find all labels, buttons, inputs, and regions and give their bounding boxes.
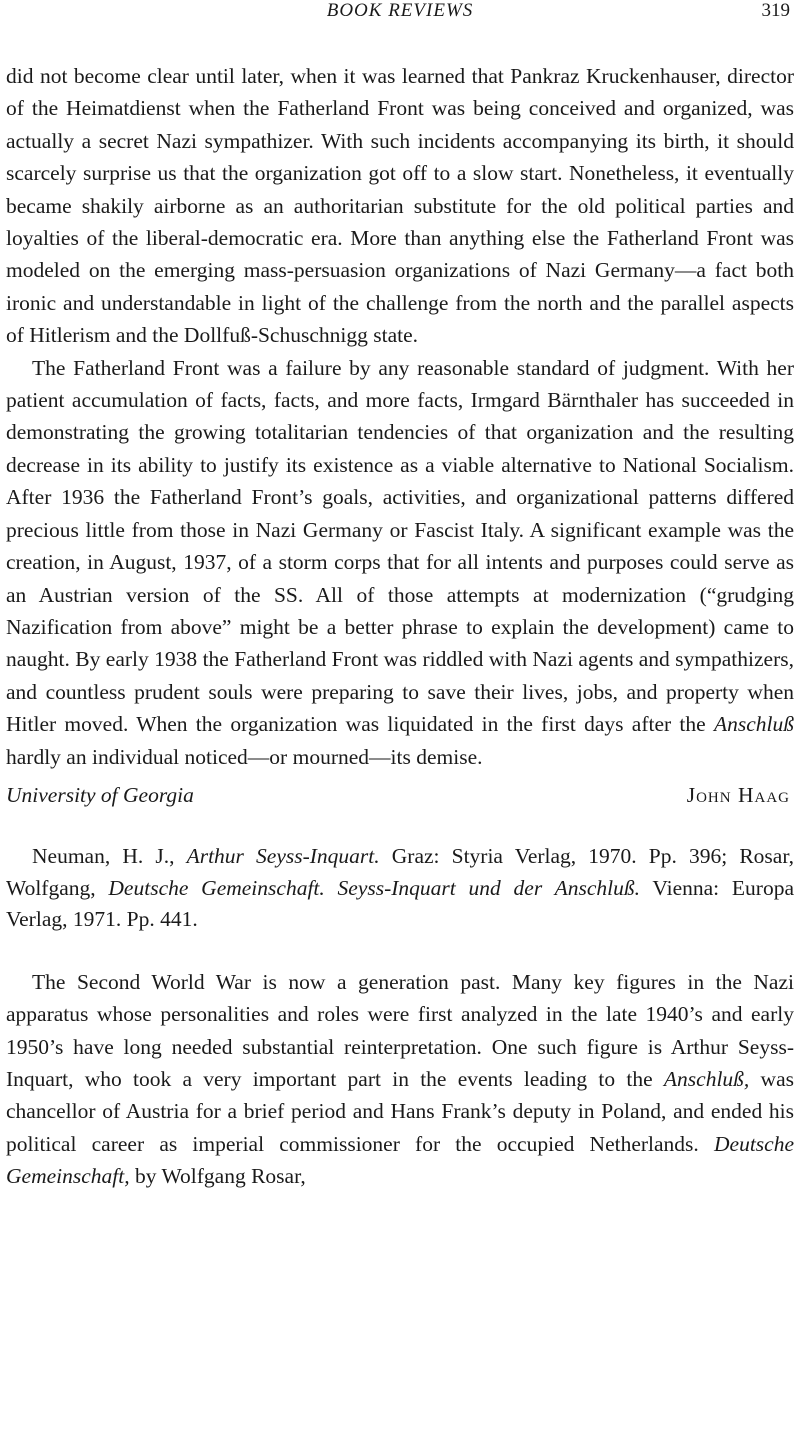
- book-citation: [6, 841, 794, 936]
- page-header: [0, 0, 800, 26]
- italic-title: Deutsche Gemeinschaft,: [6, 1131, 794, 1189]
- reviewer-name: John Haag: [686, 782, 790, 807]
- paragraph-text: by Wolfgang Rosar,: [129, 1164, 306, 1189]
- running-head: BOOK REVIEWS: [326, 0, 474, 21]
- review1-paragraph-1: did not become clear until later, when it was learned that Pankraz Kruckenhauser, director of the Heimatdienst when the Fatherland Front was being conceived and organized, was actually a secret Nazi sympathizer. With such incidents accompanying its birth, it should scarcely surprise us that the organization got off to a slow start. Nonetheless, it eventually became shakily airborne as an authoritarian substitute for the old political parties and loyalties of the liberal-democratic era. More than anything else the Fatherland Front was modeled on the emerging mass-persuasion organizations of Nazi Germany—a fact both ironic and understandable in light of the challenge from the north and the parallel aspects of Hitlerism and the Dollfuß-Schuschnigg state.: [6, 64, 794, 348]
- page-body: [6, 60, 794, 1193]
- reviewer-affiliation: University of Georgia: [6, 782, 194, 807]
- citation-publisher: Vienna: Europa Verlag, 1971. Pp. 441.: [6, 875, 795, 932]
- paragraph-text: The Second World War is now a generation past. Many key figures in the Nazi apparatus whose personalities and roles were first analyzed in the late 1940’s and early 1950’s have long needed substantial reinterpretation. One such figure is Arthur Seyss-Inquart, who took a very important part in the events leading to the: [6, 969, 794, 1092]
- paragraph-text: was chancellor of Austria for a brief period and Hans Frank’s deputy in Poland, and ended his political career as imperial commissioner for the occupied Netherlands.: [6, 1067, 794, 1156]
- citation-title: Deutsche Gemeinschaft. Seyss-Inquart und der Anschluß.: [108, 875, 640, 900]
- page-number: 319: [761, 0, 790, 21]
- citation-title: Arthur Seyss-Inquart.: [186, 844, 380, 869]
- review-signature: [6, 779, 794, 811]
- italic-term: Anschluß: [713, 712, 794, 737]
- paragraph-text: hardly an individual noticed—or mourned—its demise.: [6, 744, 483, 769]
- paragraph-text: The Fatherland Front was a failure by any reasonable standard of judgment. With her patient accumulation of facts, facts, and more facts, Irmgard Bärnthaler has succeeded in demonstrating the growing totalitarian tendencies of that organization and the resulting decrease in its ability to justify its existence as a viable alternative to National Socialism. After 1936 the Fatherland Front’s goals, activities, and organizational patterns differed precious little from those in Nazi Germany or Fascist Italy. A significant example was the creation, in August, 1937, of a storm corps that for all intents and purposes could serve as an Austrian version of the SS. All of those attempts at modernization (“grudging Nazification from above” might be a better phrase to explain the development) came to naught. By early 1938 the Fatherland Front was riddled with Nazi agents and sympathizers, and countless prudent souls were preparing to save their lives, jobs, and property when Hitler moved. When the organization was liquidated in the first days after the: [6, 355, 794, 737]
- review1-paragraph-2: [6, 352, 794, 773]
- citation-publisher: Graz: Styria Verlag, 1970. Pp. 396; Rosar, Wolfgang,: [6, 844, 794, 900]
- review2-paragraph-1: [6, 966, 794, 1193]
- citation-author: Neuman, H. J.,: [32, 844, 187, 869]
- italic-term: Anschluß,: [663, 1067, 750, 1092]
